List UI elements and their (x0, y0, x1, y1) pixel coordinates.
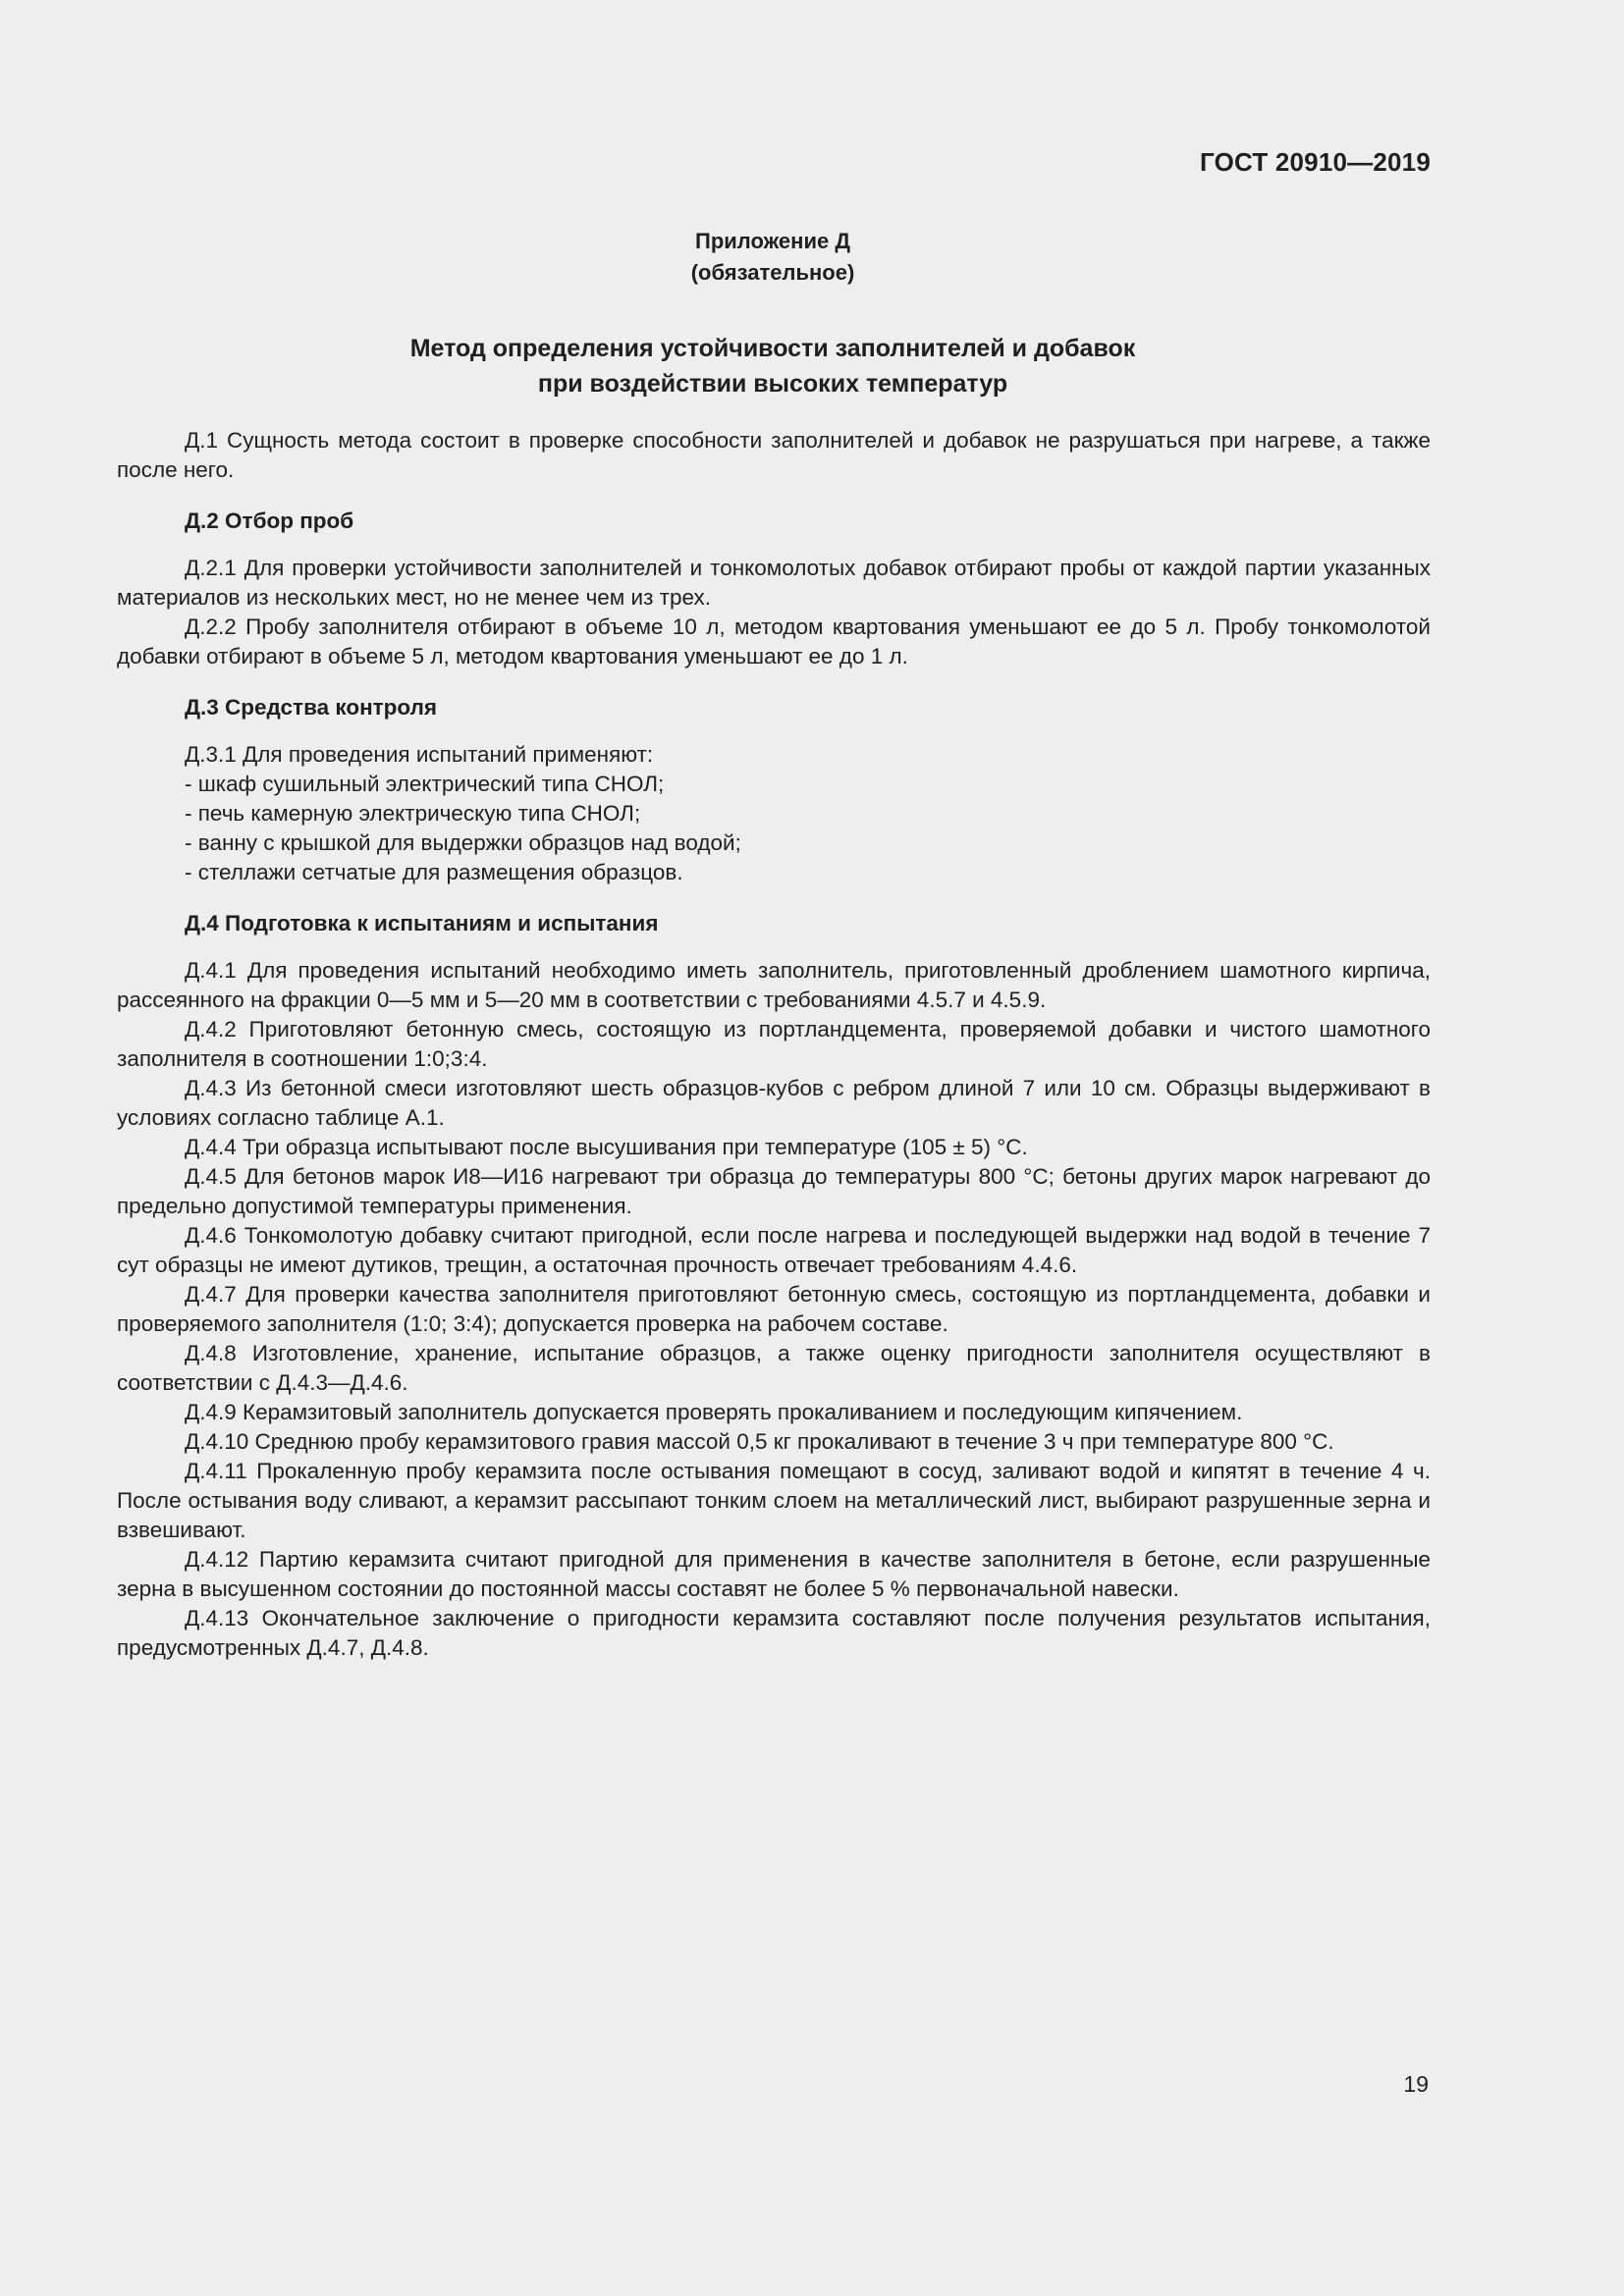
paragraph-d2-1: Д.2.1 Для проверки устойчивости заполнителей и тонкомолотых добавок отбирают пробы от каждой партии указанных материалов из нескольких мест, но не менее чем из трех. (117, 556, 1431, 610)
list-item: - шкаф сушильный электрический типа СНОЛ; (185, 772, 665, 796)
paragraph-d2-2: Д.2.2 Пробу заполнителя отбирают в объеме 10 л, методом квартования уменьшают ее до 5 л. Пробу тонкомолотой добавки отбирают в объеме 5 л, методом квартования уменьшают ее до 1 л. (117, 614, 1431, 668)
paragraph-d4-7: Д.4.7 Для проверки качества заполнителя приготовляют бетонную смесь, состоящую из портландцемента, добавки и проверяемого заполнителя (1:0; 3:4); допускается проверка на рабочем составе. (117, 1282, 1431, 1336)
paragraph-d4-6: Д.4.6 Тонкомолотую добавку считают пригодной, если после нагрева и последующей выдержки над водой в течение 7 сут образцы не имеют дутиков, трещин, а остаточная прочность отвечает требованиям 4.4.6. (117, 1223, 1431, 1277)
page-number: 19 (1403, 2071, 1429, 2097)
method-title-line-2: при воздействии высоких температур (537, 370, 1008, 398)
section-heading-d4: Д.4 Подготовка к испытаниям и испытания (185, 911, 659, 935)
paragraph-d3-1: Д.3.1 Для проведения испытаний применяют: (185, 742, 654, 767)
appendix-heading (0, 226, 1545, 289)
paragraph-d4-9: Д.4.9 Керамзитовый заполнитель допускается проверять прокаливанием и последующим кипячением. (185, 1400, 1243, 1424)
list-item: - ванну с крышкой для выдержки образцов над водой; (185, 830, 741, 855)
section-heading-d2: Д.2 Отбор проб (185, 508, 354, 533)
paragraph-d4-10: Д.4.10 Среднюю пробу керамзитового гравия массой 0,5 кг прокаливают в течение 3 ч при температуре 800 °С. (185, 1429, 1334, 1454)
method-title-line-1: Метод определения устойчивости заполнителей и добавок (409, 335, 1136, 362)
paragraph-d4-2: Д.4.2 Приготовляют бетонную смесь, состоящую из портландцемента, проверяемой добавки и чистого шамотного заполнителя в соотношении 1:0;3:4. (117, 1017, 1431, 1071)
paragraph-d4-3: Д.4.3 Из бетонной смеси изготовляют шесть образцов-кубов с ребром длиной 7 или 10 см. Образцы выдерживают в условиях согласно таблице А.1. (117, 1076, 1431, 1130)
paragraph-d4-5: Д.4.5 Для бетонов марок И8—И16 нагревают три образца до температуры 800 °С; бетоны других марок нагревают до предельно допустимой температуры применения. (117, 1164, 1431, 1218)
appendix-status: (обязательное) (690, 260, 855, 285)
paragraph-d4-13: Д.4.13 Окончательное заключение о пригодности керамзита составляют после получения результатов испытания, предусмотренных Д.4.7, Д.4.8. (117, 1606, 1431, 1660)
paragraph-d4-4: Д.4.4 Три образца испытывают после высушивания при температуре (105 ± 5) °С. (185, 1135, 1028, 1159)
appendix-title: Приложение Д (695, 229, 850, 253)
paragraph-d4-1: Д.4.1 Для проведения испытаний необходимо иметь заполнитель, приготовленный дроблением шамотного кирпича, рассеянного на фракции 0—5 мм и 5—20 мм в соответствии с требованиями 4.5.7 и 4.5.9. (117, 958, 1431, 1012)
paragraph-d4-8: Д.4.8 Изготовление, хранение, испытание образцов, а также оценку пригодности заполнителя осуществляют в соответствии с Д.4.3—Д.4.6. (117, 1341, 1431, 1395)
paragraph-d1: Д.1 Сущность метода состоит в проверке способности заполнителей и добавок не разрушаться при нагреве, а также после него. (117, 428, 1431, 482)
list-item: - стеллажи сетчатые для размещения образцов. (185, 860, 683, 884)
method-title (0, 331, 1545, 401)
section-heading-d3: Д.3 Средства контроля (185, 695, 438, 720)
list-item: - печь камерную электрическую типа СНОЛ; (185, 801, 641, 826)
paragraph-d4-12: Д.4.12 Партию керамзита считают пригодной для применения в качестве заполнителя в бетоне, если разрушенные зерна в высушенном состоянии до постоянной массы составят не более 5 % первоначальной навески. (117, 1547, 1431, 1601)
paragraph-d4-11: Д.4.11 Прокаленную пробу керамзита после остывания помещают в сосуд, заливают водой и кипятят в течение 4 ч. После остывания воду сливают, а керамзит рассыпают тонким слоем на металлический лист, выбирают разрушенные зерна и взвешивают. (117, 1459, 1431, 1542)
document-body (117, 426, 1431, 1663)
document-code: ГОСТ 20910—2019 (1200, 147, 1431, 177)
